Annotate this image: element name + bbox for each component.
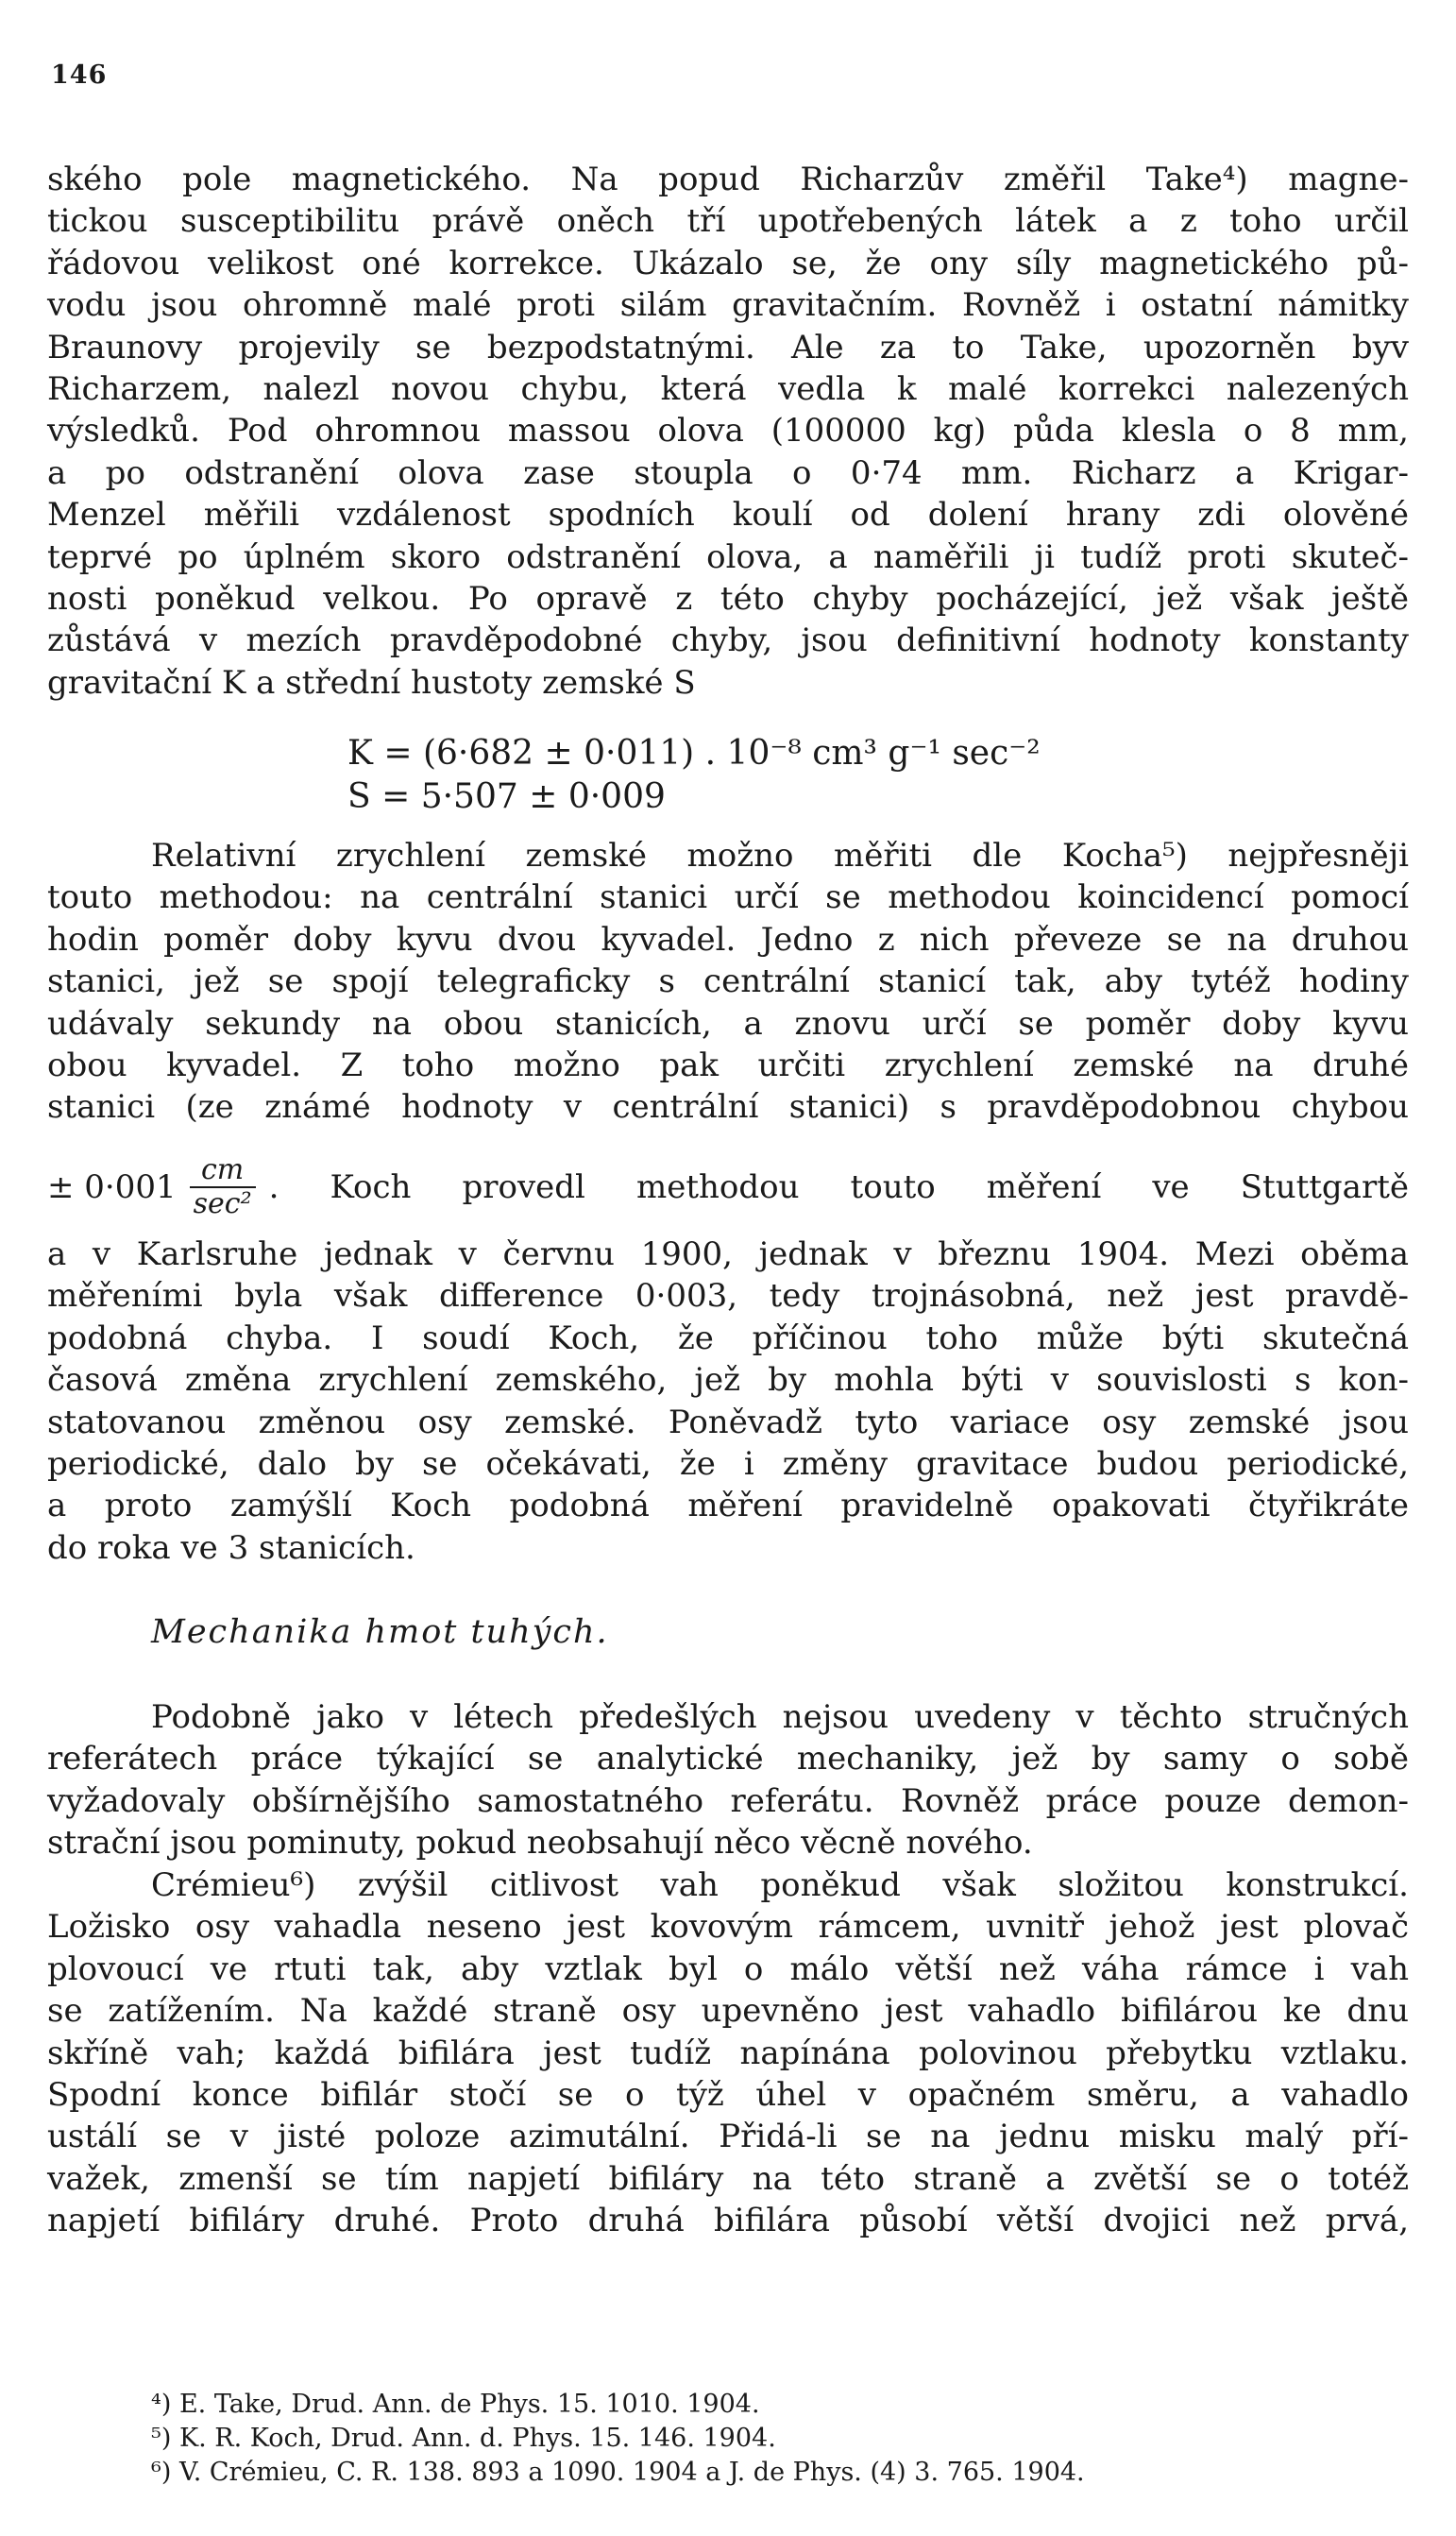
fraction-numerator: cm (190, 1154, 256, 1188)
paragraph-2 (47, 835, 1409, 1129)
text-line: stanici (ze známé hodnoty v centrální stanici) s pravděpodobnou chybou (47, 1088, 1409, 1127)
text-line: výsledků. Pod ohromnou massou olova (100000 kg) půda klesla o 8 mm, (47, 412, 1409, 451)
text-line: Spodní konce bifilár stočí se o týž úhel v opačném směru, a vahadlo (47, 2076, 1409, 2115)
text-line: nosti poněkud velkou. Po opravě z této chyby pocházející, jež však ještě (47, 580, 1409, 619)
text-line: tickou susceptibilitu právě oněch tří upotřebených látek a z toho určil (47, 202, 1409, 241)
text-line: važek, zmenší se tím napjetí bifiláry na této straně a zvětší se o totéž (47, 2159, 1409, 2198)
text-line: hodin poměr doby kyvu dvou kyvadel. Jedno z nich převeze se na druhou (47, 920, 1409, 959)
text-line: do roka ve 3 stanicích. (47, 1528, 415, 1567)
paragraph-3 (47, 1696, 1409, 1864)
footnotes (151, 2388, 1085, 2490)
text-line: a v Karlsruhe jednak v červnu 1900, jednak v březnu 1904. Mezi oběma (47, 1235, 1409, 1273)
text-line: gravitační K a střední hustoty zemské S (47, 663, 696, 702)
formula-line-2: S = 5·507 ± 0·009 (347, 777, 666, 816)
text-line: Richarzem, nalezl novou chybu, která vedla k malé korrekci nalezených (47, 370, 1409, 409)
text-line: Ložisko osy vahadla neseno jest kovovým rámcem, uvnitř jehož jest plovač (47, 1908, 1409, 1947)
text-line: se zatížením. Na každé straně osy upevněno jest vahadlo bifilárou ke dnu (47, 1992, 1409, 2031)
text-line: řádovou velikost oné korrekce. Ukázalo se, že ony síly magnetického pů- (47, 244, 1409, 282)
text-line: referátech práce týkající se analytické mechaniky, jež by samy o sobě (47, 1740, 1409, 1779)
formula-line-1: K = (6·682 ± 0·011) . 10⁻⁸ cm³ g⁻¹ sec⁻² (347, 734, 1041, 773)
text-line: stanici, jež se spojí telegraficky s centrální stanicí tak, aby tytéž hodiny (47, 962, 1409, 1001)
text-line: časová změna zrychlení zemského, jež by mohla býti v souvislosti s kon- (47, 1361, 1409, 1400)
text-line: Podobně jako v létech předešlých nejsou uvedeny v těchto stručných (151, 1698, 1409, 1736)
text-line: skříně vah; každá bifilára jest tudíž napínána polovinou přebytku vztlaku. (47, 2034, 1409, 2072)
fraction-suffix: . Koch provedl methodou touto měření ve Stuttgartě (268, 1168, 1409, 1206)
fraction (190, 1154, 256, 1220)
text-line: periodické, dalo by se očekávati, že i změny gravitace budou periodické, (47, 1445, 1409, 1484)
text-line: měřeními byla však difference 0·003, tedy trojnásobná, než jest pravdě- (47, 1277, 1409, 1316)
text-line: podobná chyba. I soudí Koch, že příčinou toho může býti skutečná (47, 1319, 1409, 1357)
text-line: a proto zamýšlí Koch podobná měření pravidelně opakovati čtyřikráte (47, 1487, 1409, 1525)
text-line: udávaly sekundy na obou stanicích, a znovu určí se poměr doby kyvu (47, 1004, 1409, 1043)
footnote-5: ⁵) K. R. Koch, Drud. Ann. d. Phys. 15. 146. 1904. (151, 2424, 776, 2453)
text-line: teprvé po úplném skoro odstranění olova, a naměřili ji tudíž proti skuteč- (47, 537, 1409, 576)
fraction-prefix: ± 0·001 (47, 1168, 177, 1206)
text-line: Crémieu⁶) zvýšil citlivost vah poněkud však složitou konstrukcí. (151, 1866, 1409, 1904)
text-line: vodu jsou ohromně malé proti silám gravitačním. Rovněž i ostatní námitky (47, 286, 1409, 325)
fraction-denominator: sec² (193, 1187, 252, 1220)
text-line: napjetí bifiláry druhé. Proto druhá bifilára působí větší dvojici než prvá, (47, 2202, 1409, 2240)
text-line: strační jsou pominuty, pokud neobsahují něco věcně nového. (47, 1824, 1033, 1863)
text-line: zůstává v mezích pravděpodobné chyby, jsou definitivní hodnoty konstanty (47, 621, 1409, 660)
footnote-4: ⁴) E. Take, Drud. Ann. de Phys. 15. 1010. 1904. (151, 2390, 760, 2419)
text-line: Menzel měřili vzdálenost spodních koulí od dolení hrany zdi olověné (47, 496, 1409, 535)
text-line: Relativní zrychlení zemské možno měřiti dle Kocha⁵) nejpřesněji (151, 837, 1409, 875)
paragraph-2-continued (47, 1234, 1409, 1569)
text-line: vyžadovaly obšírnějšího samostatného referátu. Rovněž práce pouze demon- (47, 1781, 1409, 1820)
text-line: a po odstranění olova zase stoupla o 0·74 mm. Richarz a Krigar- (47, 453, 1409, 492)
text-line: plovoucí ve rtuti tak, aby vztlak byl o málo větší než váha rámce i vah (47, 1949, 1409, 1988)
text-line: ského pole magnetického. Na popud Richarzův změřil Take⁴) magne- (47, 161, 1409, 198)
text-line: touto methodou: na centrální stanici určí se methodou koincidencí pomocí (47, 878, 1409, 917)
paragraph-1 (47, 159, 1409, 704)
footnote-6: ⁶) V. Crémieu, C. R. 138. 893 a 1090. 1904 a J. de Phys. (4) 3. 765. 1904. (151, 2458, 1085, 2487)
text-line: statovanou změnou osy zemské. Poněvadž tyto variace osy zemské jsou (47, 1403, 1409, 1441)
fraction-line (47, 1154, 1409, 1220)
section-heading: Mechanika hmot tuhých. (151, 1613, 609, 1651)
text-line: Braunovy projevily se bezpodstatnými. Ale za to Take, upozorněn byv (47, 328, 1409, 366)
text-line: ustálí se v jisté poloze azimutální. Přidá-li se na jednu misku malý pří- (47, 2118, 1409, 2156)
text-line: obou kyvadel. Z toho možno pak určiti zrychlení zemské na druhé (47, 1047, 1409, 1085)
page-number: 146 (51, 60, 108, 90)
paragraph-4 (47, 1864, 1409, 2242)
